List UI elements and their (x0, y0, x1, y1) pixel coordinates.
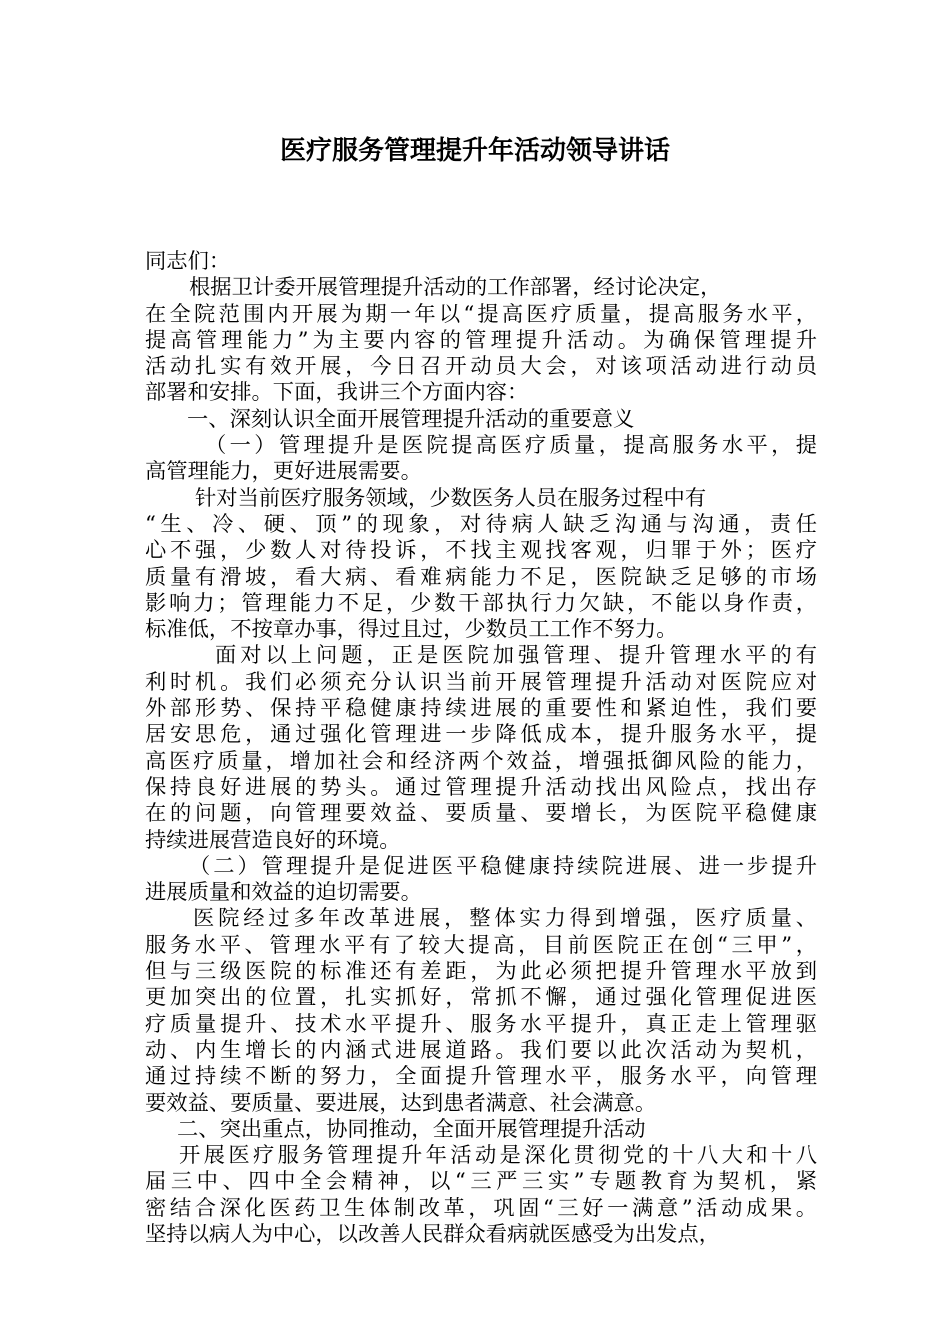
body-line: 提高管理能力”为主要内容的管理提升活动。为确保管理提升 (145, 327, 817, 353)
body-line: 在的问题，向管理要效益、要质量、要增长，为医院平稳健康 (145, 801, 817, 827)
body-line: 质量有滑坡，看大病、看难病能力不足，医院缺乏足够的市场 (145, 564, 817, 590)
body-line: 在全院范围内开展为期一年以“提高医疗质量，提高服务水平， (145, 301, 817, 327)
body-line: 高医疗质量，增加社会和经济两个效益，增强抵御风险的能力， (145, 748, 817, 774)
body-line: 动、内生增长的内涵式进展道路。我们要以此次活动为契机， (145, 1037, 817, 1063)
section-heading: 二、突出重点，协同推动，全面开展管理提升活动 (177, 1116, 646, 1142)
body-line: 密结合深化医药卫生体制改革，巩固“三好一满意”活动成果。 (145, 1195, 817, 1221)
body-line: 活动扎实有效开展，今日召开动员大会，对该项活动进行动员 (145, 354, 817, 380)
body-line: 更加突出的位置，扎实抓好，常抓不懈，通过强化管理促进医 (145, 985, 817, 1011)
body-line: 开展医疗服务管理提升年活动是深化贯彻党的十八大和十八 (179, 1143, 817, 1169)
body-line: 届三中、四中全会精神，以“三严三实”专题教育为契机，紧 (145, 1169, 817, 1195)
body-line: 外部形势、保持平稳健康持续进展的重要性和紧迫性，我们要 (145, 696, 817, 722)
body-line: 部署和安排。下面，我讲三个方面内容： (145, 380, 529, 406)
body-line: 服务水平、管理水平有了较大提高，目前医院正在创“三甲”， (145, 932, 817, 958)
body-line: 通过持续不断的努力，全面提升管理水平，服务水平，向管理 (145, 1064, 817, 1090)
document-title: 医疗服务管理提升年活动领导讲话 (279, 136, 670, 166)
body-line: 针对当前医疗服务领域，少数医务人员在服务过程中有 (195, 485, 707, 511)
section-heading: 一、深刻认识全面开展管理提升活动的重要意义 (187, 406, 635, 432)
subsection-heading: （一）管理提升是医院提高医疗质量，提高服务水平，提 (205, 433, 817, 459)
body-line: 要效益、要质量、要进展，达到患者满意、社会满意。 (145, 1090, 657, 1116)
subsection-heading: 高管理能力，更好进展需要。 (145, 459, 422, 485)
subsection-heading: 进展质量和效益的迫切需要。 (145, 880, 422, 906)
body-line: 影响力；管理能力不足，少数干部执行力欠缺，不能以身作责， (145, 590, 817, 616)
subsection-heading: （二）管理提升是促进医平稳健康持续院进展、进一步提升 (189, 853, 817, 879)
body-line: 持续进展营造良好的环境。 (145, 827, 401, 853)
body-line: 坚持以病人为中心，以改善人民群众看病就医感受为出发点， (145, 1221, 721, 1247)
body-line: 标准低，不按章办事，得过且过，少数员工工作不努力。 (145, 617, 678, 643)
body-line: 居安思危，通过强化管理进一步降低成本，提升服务水平，提 (145, 722, 817, 748)
body-line: 医院经过多年改革进展，整体实力得到增强，医疗质量、 (193, 906, 817, 932)
body-line: 疗质量提升、技术水平提升、服务水平提升，真正走上管理驱 (145, 1011, 817, 1037)
document-body (145, 249, 817, 1248)
body-line: 但与三级医院的标准还有差距，为此必须把提升管理水平放到 (145, 959, 817, 985)
body-line: 保持良好进展的势头。通过管理提升活动找出风险点，找出存 (145, 774, 817, 800)
body-line: 利时机。我们必须充分认识当前开展管理提升活动对医院应对 (145, 669, 817, 695)
body-line: 面对以上问题，正是医院加强管理、提升管理水平的有 (215, 643, 817, 669)
body-line: “生、冷、硬、顶”的现象，对待病人缺乏沟通与沟通，责任 (145, 511, 817, 537)
salutation-line: 同志们： (145, 249, 231, 274)
body-line: 心不强，少数人对待投诉，不找主观找客观，归罪于外；医疗 (145, 538, 817, 564)
body-line: 根据卫计委开展管理提升活动的工作部署，经讨论决定， (189, 275, 722, 301)
